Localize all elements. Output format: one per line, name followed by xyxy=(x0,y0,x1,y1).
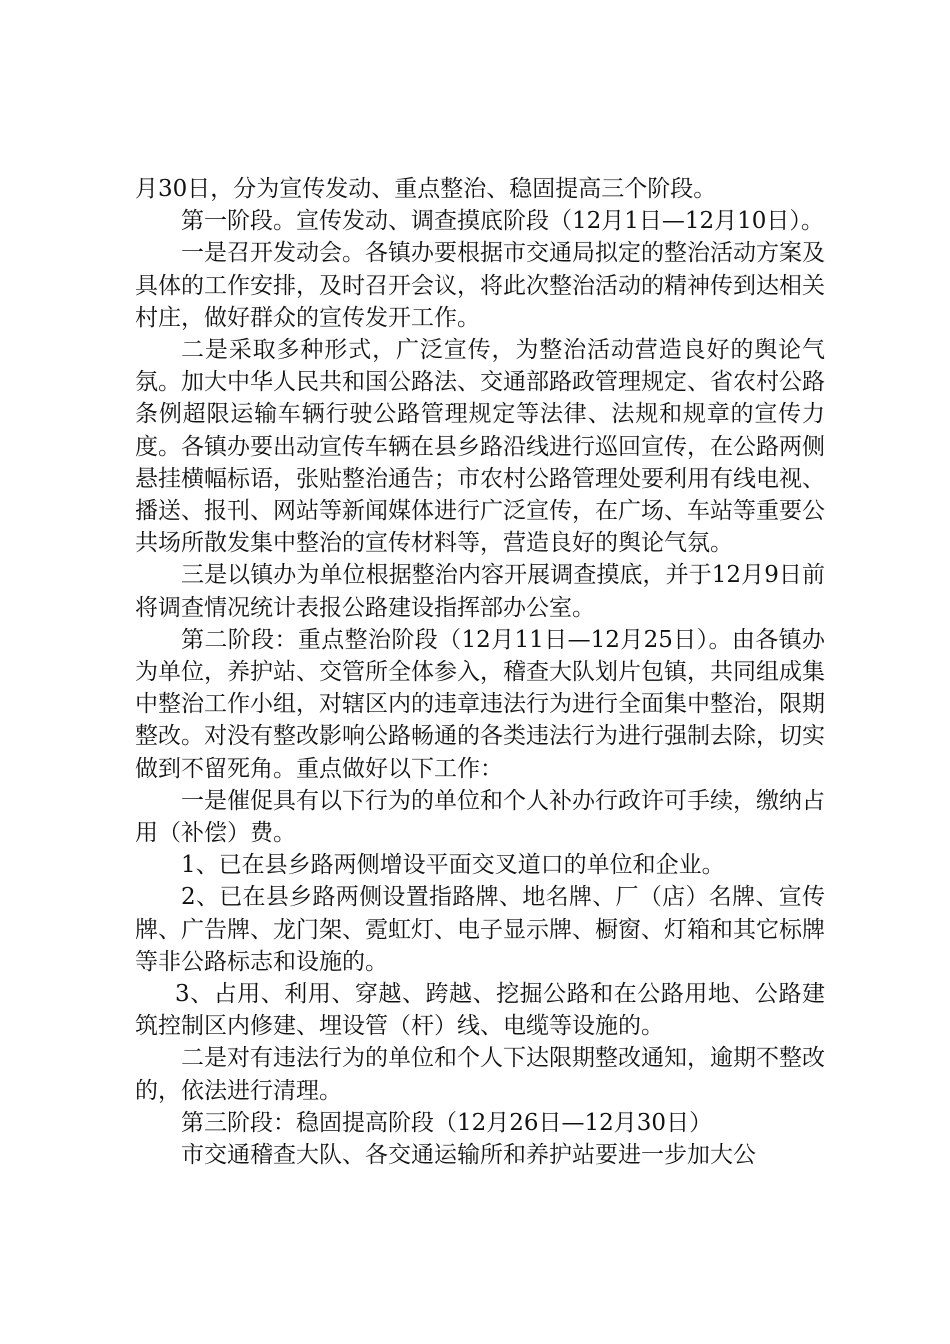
paragraph-publicity: 二是采取多种形式，广泛宣传，为整治活动营造良好的舆论气氛。加大中华人民共和国公路法、交通部路政管理规定、省农村公路条例超限运输车辆行驶公路管理规定等法律、法规和规章的宣传力度。各镇办要出动宣传车辆在县乡路沿线进行巡回宣传，在公路两侧悬挂横幅标语，张贴整治通告；市农村公路管理处要利用有线电视、播送、报刊、网站等新闻媒体进行广泛宣传，在广场、车站等重要公共场所散发集中整治的宣传材料等，营造良好的舆论气氛。 xyxy=(135,337,825,557)
paragraph-stage-period: 月30日，分为宣传发动、重点整治、稳固提高三个阶段。 xyxy=(135,176,717,202)
paragraph-stage-one-heading: 第一阶段。宣传发动、调查摸底阶段（12月1日—12月10日）。 xyxy=(181,208,824,235)
paragraph-stage-two-heading: 第二阶段：重点整治阶段（12月11日—12月25日）。由各镇办为单位，养护站、交管所全体参入，稽查大队划片包镇，共同组成集中整治工作小组，对辖区内的违章违法行为进行全面集中整治，限期整改。对没有整改影响公路畅通的各类违法行为进行强制去除，切实做到不留死角。重点做好以下工作： xyxy=(135,626,825,782)
paragraph-rectification-notice: 二是对有违法行为的单位和个人下达限期整改通知，逾期不整改的，依法进行清理。 xyxy=(135,1045,825,1104)
paragraph-mobilization-meeting: 一是召开发动会。各镇办要根据市交通局拟定的整治活动方案及具体的工作安排，及时召开会议，将此次整治活动的精神传到达相关村庄，做好群众的宣传发开工作。 xyxy=(135,240,825,331)
paragraph-survey: 三是以镇办为单位根据整治内容开展调查摸底，并于12月9日前将调查情况统计表报公路建设指挥部办公室。 xyxy=(135,562,825,621)
paragraph-stage-three-heading: 第三阶段：稳固提高阶段（12月26日—12月30日） xyxy=(181,1109,713,1136)
paragraph-stage-three-body: 市交通稽查大队、各交通运输所和养护站要进一步加大公 xyxy=(181,1142,756,1169)
paragraph-item-3: 3、占用、利用、穿越、跨越、挖掘公路和在公路用地、公路建筑控制区内修建、埋设管（杆）线、电缆等设施的。 xyxy=(135,981,825,1040)
paragraph-item-1: 1、已在县乡路两侧增设平面交叉道口的单位和企业。 xyxy=(181,852,725,879)
paragraph-item-2: 2、已在县乡路两侧设置指路牌、地名牌、厂（店）名牌、宣传牌、广告牌、龙门架、霓虹灯、电子显示牌、橱窗、灯箱和其它标牌等非公路标志和设施的。 xyxy=(135,884,825,975)
document-body xyxy=(135,173,825,1171)
paragraph-permit-procedures: 一是催促具有以下行为的单位和个人补办行政许可手续，缴纳占用（补偿）费。 xyxy=(135,787,825,847)
